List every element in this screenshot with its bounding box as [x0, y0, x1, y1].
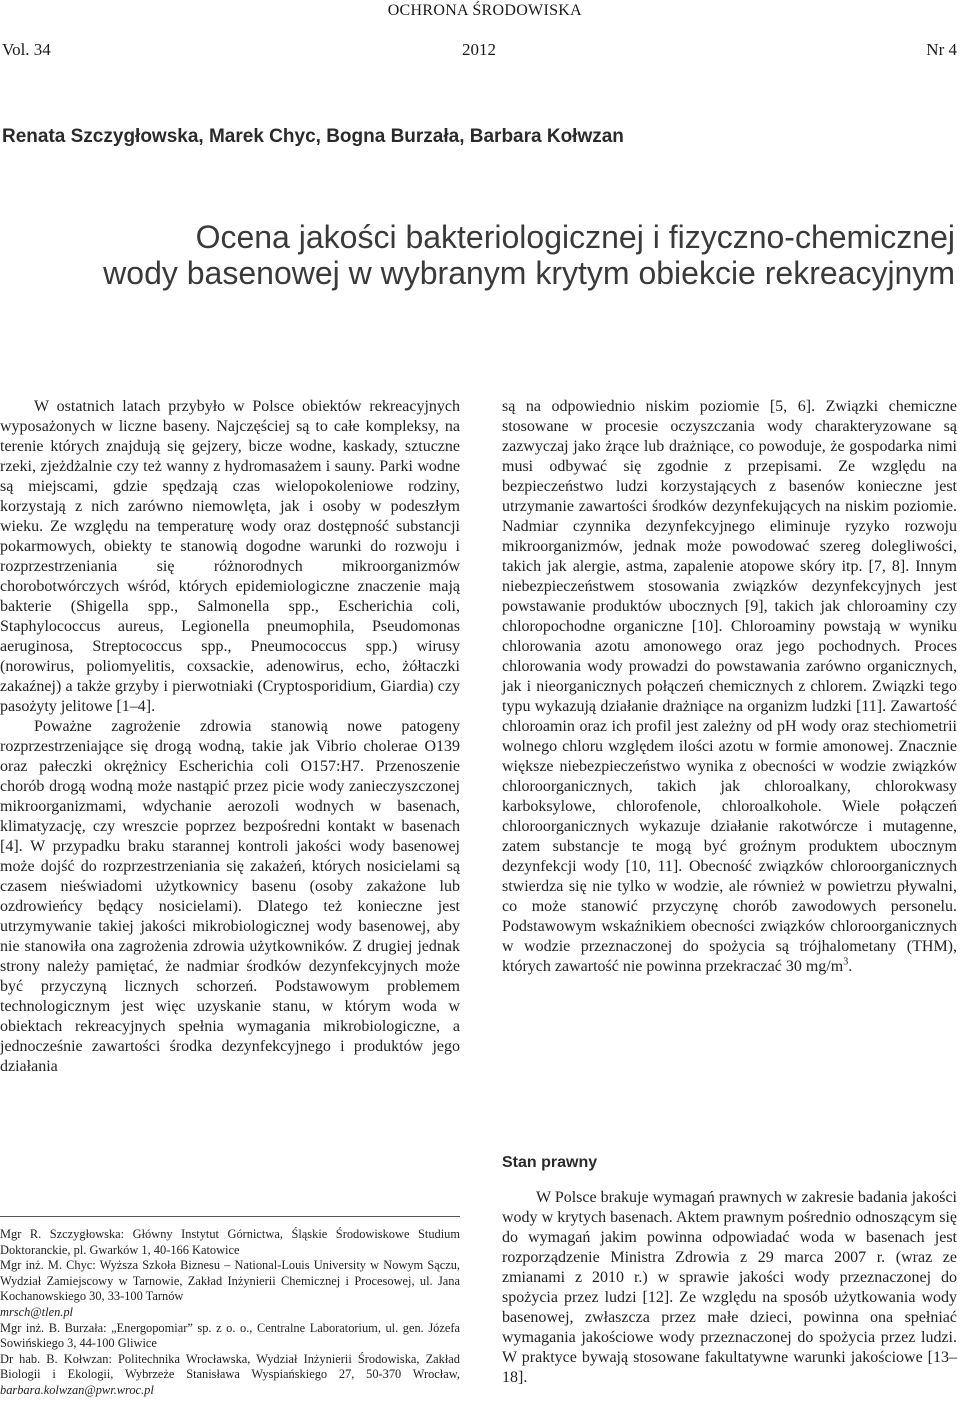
- right-paragraph-2: W Polsce brakuje wymagań prawnych w zakresie badania jakości wody w krytych basenach. Aktem prawnym pośrednio odnoszącym się do wymagań jakim powinna odpowiadać woda w basenach jest rozporządzenie Ministra Zdrowia z 29 marca 2007 r. (wraz ze zmianami z 2010 r.) w sprawie jakości wody przeznaczonej do spożycia przez ludzi [12]. Ze względu na sposób użytkowania wody basenowej, zwłaszcza przez małe dzieci, powinna ona spełniać wymagania jakościowe wody przeznaczonej do spożycia przez ludzi. W praktyce bywają stosowane fakultatywne warunki jakościowe [13–18].: [502, 1189, 957, 1386]
- affiliation-2-email[interactable]: mrsch@tlen.pl: [0, 1304, 74, 1319]
- section-heading: Stan prawny: [502, 1154, 598, 1171]
- article-title: [0, 219, 955, 291]
- left-paragraph-1: W ostatnich latach przybyło w Polsce obiektów rekreacyjnych wyposażonych w liczne baseny. Najczęściej są to całe kompleksy, na terenie których znajdują się gejzery, bicze wodne, kaskady, sztuczne rzeki, zjeżdżalnie czy też wanny z hydromasażem i sauny. Parki wodne są miejscami, gdzie spędzają czas wielopokoleniowe rodziny, korzystają z nich zarówno niemowlęta, jak i osoby w podeszłym wieku. Ze względu na temperaturę wody oraz dostępność substancji pokarmowych, obiekty te stanowią dogodne warunki do rozwoju i rozprzestrzeniania się różnorodnych mikroorganizmów chorobotwórczych wśród, których epidemiologiczne znaczenie mają bakterie (Shigella spp., Salmonella spp., Escherichia coli, Staphylococcus aureus, Legionella pneumophila, Pseudomonas aeruginosa, Streptococcus spp., Pneumococcus spp.) wirusy (norowirus, poliomyelitis, coxsackie, adenowirus, echo, żółtaczki zakaźnej) a także grzyby i pierwotniaki (Cryptosporidium, Giardia) czy pasożyty jelitowe [1–4].: [0, 398, 460, 715]
- issue-info: [2, 40, 957, 60]
- footnote-divider: [0, 1216, 460, 1217]
- affiliation-4-text: Dr hab. B. Kołwzan: Politechnika Wrocławska, Wydział Inżynierii Środowiska, Zakład Biologii i Ekologii, Wybrzeże Stanisława Wyspiańskiego 27, 50-370 Wrocław,: [0, 1351, 460, 1382]
- affiliation-3: Mgr inż. B. Burzała: „Energopomiar” sp. z o. o., Centralne Laboratorium, ul. gen. Józefa Sowińskiego 3, 44-100 Gliwice: [0, 1320, 460, 1351]
- right-column-section: [502, 1188, 957, 1388]
- volume-label: Vol. 34: [2, 40, 51, 59]
- right-column: [502, 397, 957, 977]
- issue-number-label: Nr 4: [926, 40, 957, 59]
- left-paragraph-2: Poważne zagrożenie zdrowia stanowią nowe patogeny rozprzestrzeniające się drogą wodną, takie jak Vibrio cholerae O139 oraz pałeczki okrężnicy Escherichia coli O157:H7. Przenoszenie chorób drogą wodną może nastąpić przez picie wody zanieczyszczonej mikroorganizmami, wdychanie aerozoli wodnych w basenach, klimatyzację, czy wreszcie poprzez bezpośredni kontakt w basenach [4]. W przypadku braku starannej kontroli jakości wody basenowej może dojść do rozprzestrzeniania się zakażeń, których nosicielami są czasem nieświadomi użytkownicy basenu (osoby zakażone lub ozdrowieńcy będący nosicielami). Dlatego też konieczne jest utrzymywanie takiej jakości mikrobiologicznej wody basenowej, aby nie stanowiła ona zagrożenia zdrowia użytkowników. Z drugiej jednak strony należy pamiętać, że nadmiar środków dezynfekcyjnych może być przyczyną licznych schorzeń. Podstawowym problemem technologicznym jest więc uzyskanie stanu, w którym woda w obiektach rekreacyjnych spełnia wymagania mikrobiologiczne, a jednocześnie zawartości środka dezynfekcyjnego i produktów jego działania: [0, 718, 460, 1075]
- unit-superscript: 3: [843, 956, 849, 968]
- right-paragraph-1-end: .: [848, 958, 853, 975]
- article-title-line-2: wody basenowej w wybranym krytym obiekcie rekreacyjnym: [103, 255, 955, 291]
- author-list: Renata Szczygłowska, Marek Chyc, Bogna Burzała, Barbara Kołwzan: [2, 126, 624, 147]
- article-title-line-1: Ocena jakości bakteriologicznej i fizyczno-chemicznej: [195, 219, 955, 255]
- year-label: 2012: [462, 40, 496, 59]
- affiliation-4-email[interactable]: barbara.kolwzan@pwr.wroc.pl: [0, 1382, 154, 1397]
- affiliation-4: [0, 1352, 460, 1399]
- affiliation-1: Mgr R. Szczygłowska: Główny Instytut Górnictwa, Śląskie Środowiskowe Studium Doktoranckie, pl. Gwarków 1, 40-166 Katowice: [0, 1227, 460, 1257]
- affiliation-2-text: Mgr inż. M. Chyc: Wyższa Szkoła Biznesu – National-Louis University w Nowym Sączu, Wydział Zamiejscowy w Tarnowie, Zakład Inżynierii Chemicznej i Procesowej, ul. Jana Kochanowskiego 30, 33-100 Tarnów: [0, 1258, 460, 1304]
- author-affiliations: [0, 1227, 460, 1399]
- affiliation-2: [0, 1258, 460, 1320]
- left-column: [0, 397, 460, 1077]
- right-paragraph-1: [502, 397, 957, 977]
- journal-name: [0, 2, 960, 20]
- journal-name-text: OCHRONA ŚRODOWISKA: [387, 2, 582, 19]
- right-paragraph-1-text: są na odpowiednio niskim poziomie [5, 6]. Związki chemiczne stosowane w procesie oczyszczania wody charakteryzowane są zazwyczaj jako żrące lub drażniące, co powoduje, że gospodarka nimi musi odbywać się zgodnie z przepisami. Ze względu na bezpieczeństwo ludzi korzystających z basenów konieczne jest utrzymanie zawartości środków dezynfekujących na niskim poziomie. Nadmiar czynnika dezynfekcyjnego eliminuje ryzyko rozwoju mikroorganizmów, jednak może powodować szereg dolegliwości, takich jak alergie, astma, zapalenie atopowe skóry itp. [7, 8]. Innym niebezpieczeństwem stosowania związków dezynfekcyjnych jest powstawanie produktów ubocznych [9], takich jak chloroaminy czy chloropochodne organiczne [10]. Chloroaminy powstają w wyniku chlorowania azotu amonowego oraz jego pochodnych. Proces chlorowania wody prowadzi do powstawania zarówno organicznych, jak i nieorganicznych połączeń chemicznych z chlorem. Związki tego typu wykazują działanie drażniące na organizm ludzki [11]. Zawartość chloroamin oraz ich profil jest zależny od pH wody oraz stechiometrii wolnego chloru względem ilości azotu w formie amonowej. Znacznie większe niebezpieczeństwo wynika z obecności w wodzie związków chloroorganicznych, takich jak chloroalkany, chlorokwasy karboksylowe, chlorofenole, chloroalkohole. Wiele połączeń chloroorganicznych wykazuje działanie rakotwórcze i mutagenne, zatem substancje te mogą być groźnym produktem ubocznym dezynfekcji wody [10, 11]. Obecność związków chloroorganicznych stwierdza się nie tylko w wodzie, ale również w powietrzu pływalni, co może stanowić przyczynę chorób zawodowych personelu. Podstawowym wskaźnikiem obecności związków chloroorganicznych w wodzie przeznaczonej do spożycia są trójhalometany (THM), których zawartość nie powinna przekraczać 30 mg/m: [502, 398, 957, 975]
